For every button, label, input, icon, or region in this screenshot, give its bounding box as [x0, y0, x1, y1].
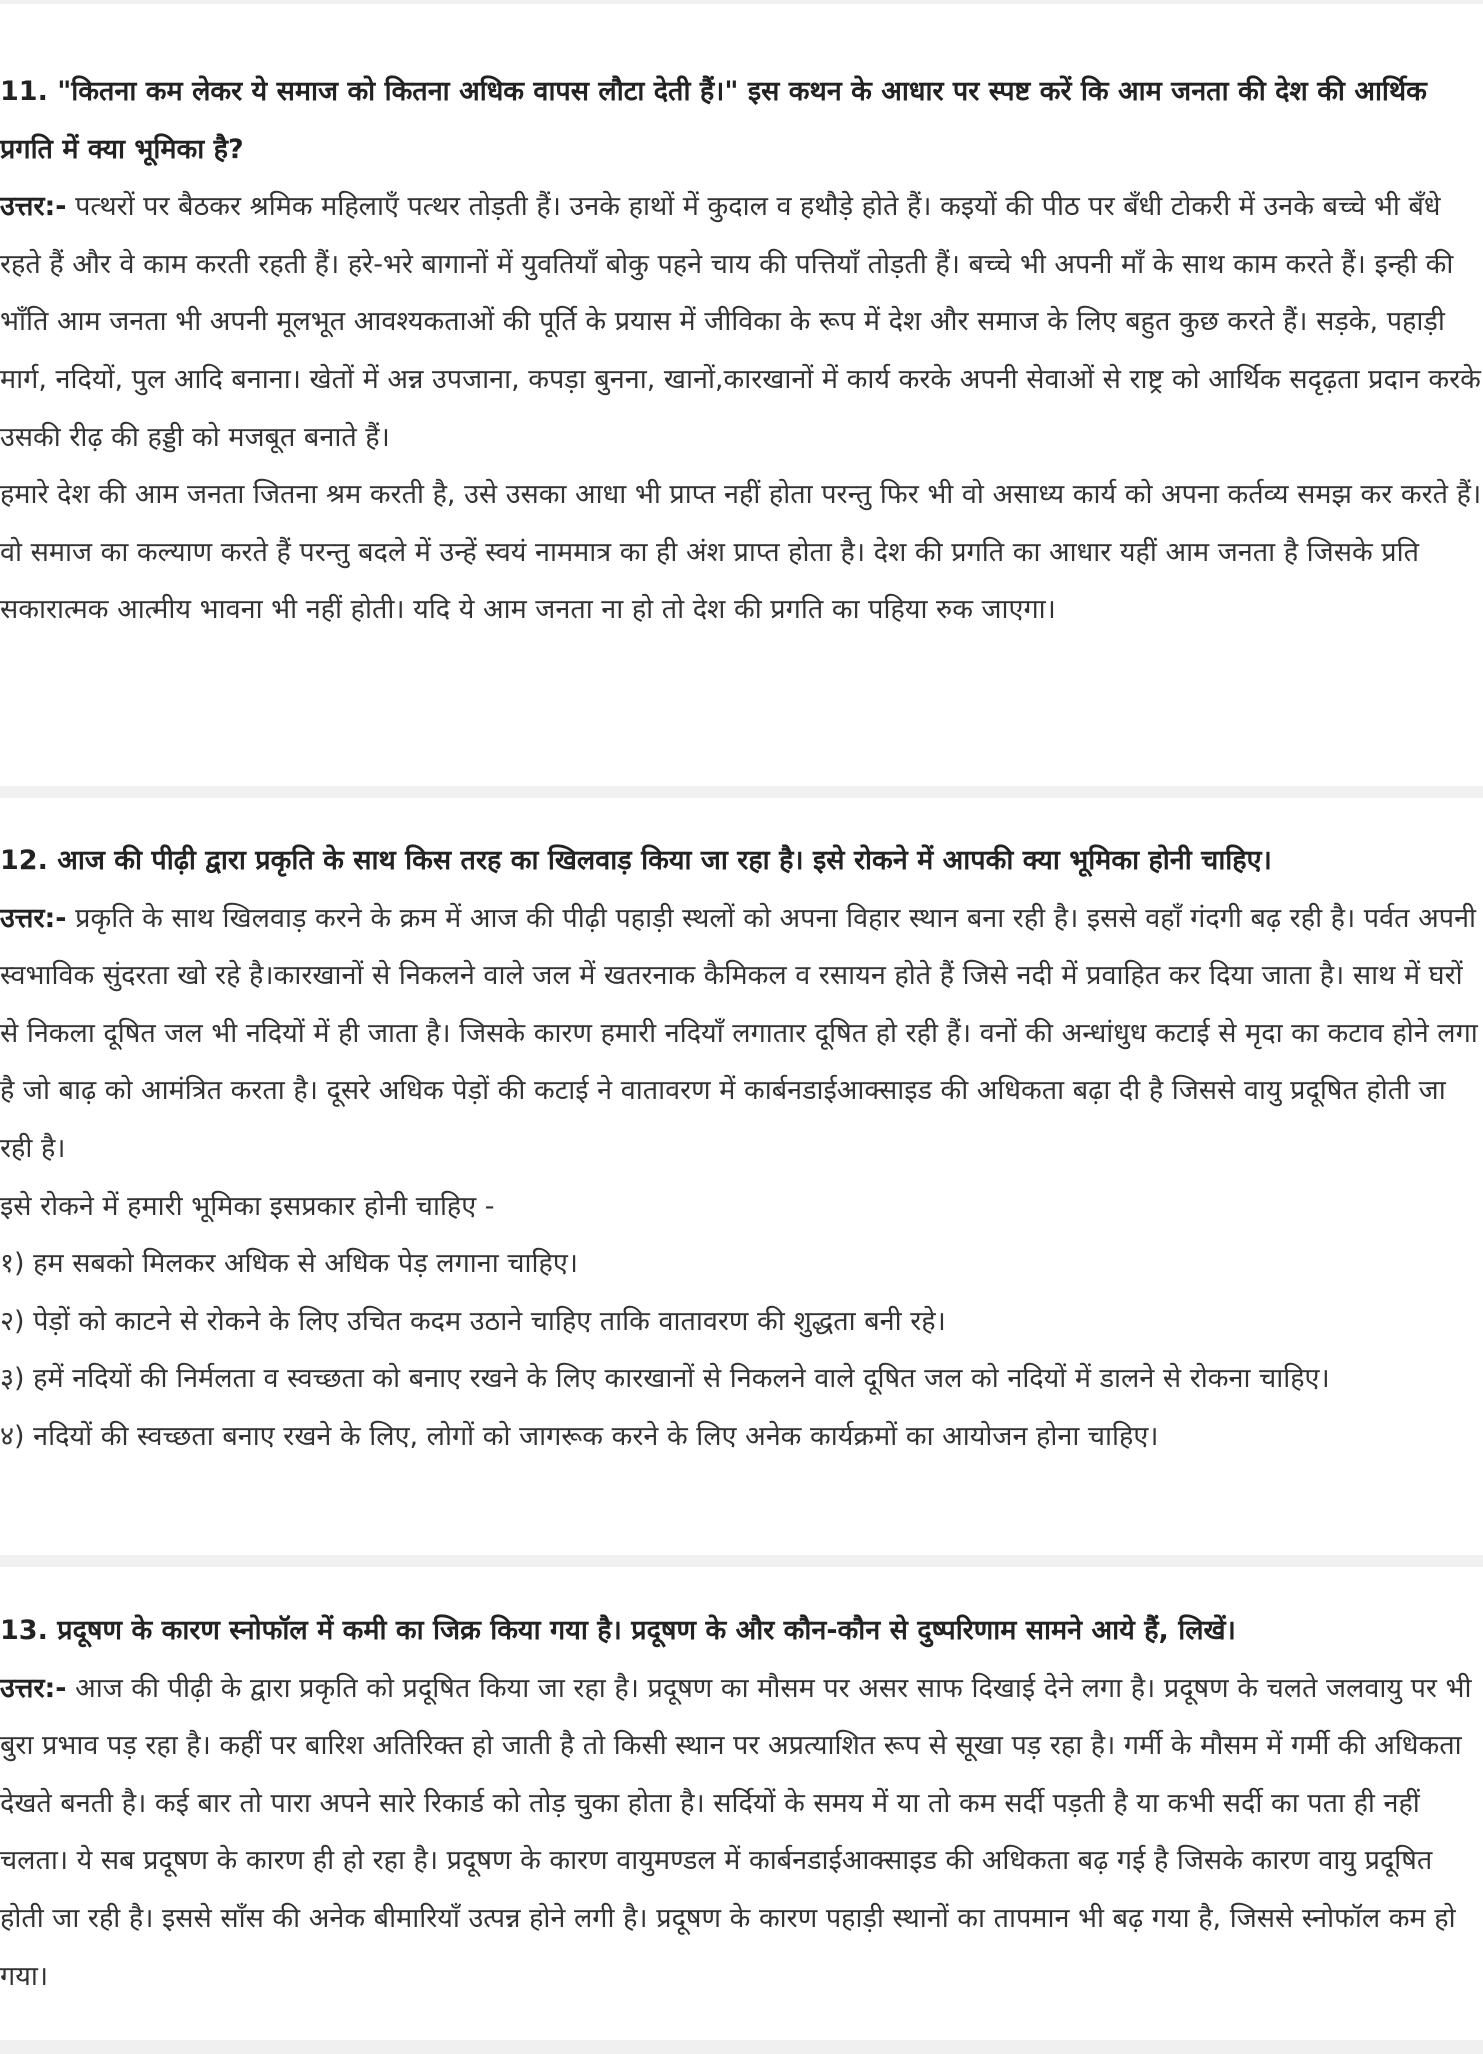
bottom-divider [0, 2040, 1483, 2054]
answer-12-intro: इसे रोकने में हमारी भूमिका इसप्रकार होनी चाहिए - [0, 1190, 495, 1222]
answer-11 [0, 178, 1483, 466]
answer-12-point-3: ३) हमें नदियों की निर्मलता व स्वच्छता को बनाए रखने के लिए कारखानों से निकलने वाले दूषित जल को नदियों में डालने से रोकना चाहिए। [0, 1363, 1330, 1395]
answer-13 [0, 1660, 1483, 2006]
question-11-section [0, 63, 1483, 639]
top-divider [0, 0, 1483, 4]
answer-12-point-1: १) हम सबको मिलकर अधिक से अधिक पेड़ लगाना चाहिए। [0, 1248, 578, 1280]
question-12-section [0, 832, 1483, 1466]
question-13-section [0, 1602, 1483, 2005]
answer-11-text: पत्थरों पर बैठकर श्रमिक महिलाएँ पत्थर तोड़ती हैं। उनके हाथों में कुदाल व हथौड़े होते हैं। कइयों की पीठ पर बँधी टोकरी में उनके बच्चे भी बँधे रहते हैं और वे काम करती रहती हैं। हरे-भरे बागानों में युवतियाँ बोकु पहने चाय की पत्तियाँ तोड़ती हैं। बच्चे भी अपनी माँ के साथ काम करते हैं। इन्ही की भाँति आम जनता भी अपनी मूलभूत आवश्यकताओं की पूर्ति के प्रयास में जीविका के रूप में देश और समाज के लिए बहुत कुछ करते हैं। सड़के, पहाड़ी मार्ग, नदियों, पुल आदि बनाना। खेतों में अन्न उपजाना, कपड़ा बुनना, खानों,कारखानों में कार्य करके अपनी सेवाओं से राष्ट्र को आर्थिक सदृढ़ता प्रदान करके उसकी रीढ़ की हड्डी को मजबूत बनाते हैं। [0, 191, 1481, 453]
section-divider [0, 1555, 1483, 1567]
answer-label: उत्तर:- [0, 191, 67, 223]
answer-12-text: प्रकृति के साथ खिलवाड़ करने के क्रम में आज की पीढ़ी पहाड़ी स्थलों को अपना विहार स्थान बना रही है। इससे वहाँ गंदगी बढ़ रही है। पर्वत अपनी स्वभाविक सुंदरता खो रहे है।कारखानों से निकलने वाले जल में खतरनाक कैमिकल व रसायन होते हैं जिसे नदी में प्रवाहित कर दिया जाता है। साथ में घरों से निकला दूषित जल भी नदियों में ही जाता है। जिसके कारण हमारी नदियाँ लगातार दूषित हो रही हैं। वनों की अन्धांधुध कटाई से मृदा का कटाव होने लगा है जो बाढ़ को आमंत्रित करता है। दूसरे अधिक पेड़ों की कटाई ने वातावरण में कार्बनडाईआक्साइड की अधिकता बढ़ा दी है जिससे वायु प्रदूषित होती जा रही है। [0, 902, 1478, 1164]
answer-label: उत्तर:- [0, 902, 67, 934]
answer-12 [0, 890, 1483, 1178]
answer-12-point-2: २) पेड़ों को काटने से रोकने के लिए उचित कदम उठाने चाहिए ताकि वातावरण की शुद्धता बनी रहे। [0, 1305, 946, 1337]
answer-12-point-4: ४) नदियों की स्वच्छता बनाए रखने के लिए, लोगों को जागरूक करने के लिए अनेक कार्यक्रमों का आयोजन होना चाहिए। [0, 1420, 1159, 1452]
answer-11-paragraph: हमारे देश की आम जनता जितना श्रम करती है, उसे उसका आधा भी प्राप्त नहीं होता परन्तु फिर भी वो असाध्य कार्य को अपना कर्तव्य समझ कर करते हैं। वो समाज का कल्याण करते हैं परन्तु बदले में उन्हें स्वयं नाममात्र का ही अंश प्राप्त होता है। देश की प्रगति का आधार यहीं आम जनता है जिसके प्रति सकारात्मक आत्मीय भावना भी नहीं होती। यदि ये आम जनता ना हो तो देश की प्रगति का पहिया रुक जाएगा। [0, 479, 1482, 626]
answer-13-text: आज की पीढ़ी के द्वारा प्रकृति को प्रदूषित किया जा रहा है। प्रदूषण का मौसम पर असर साफ दिखाई देने लगा है। प्रदूषण के चलते जलवायु पर भी बुरा प्रभाव पड़ रहा है। कहीं पर बारिश अतिरिक्त हो जाती है तो किसी स्थान पर अप्रत्याशित रूप से सूखा पड़ रहा है। गर्मी के मौसम में गर्मी की अधिकता देखते बनती है। कई बार तो पारा अपने सारे रिकार्ड को तोड़ चुका होता है। सर्दियों के समय में या तो कम सर्दी पड़ती है या कभी सर्दी का पता ही नहीं चलता। ये सब प्रदूषण के कारण ही हो रहा है। प्रदूषण के कारण वायुमण्डल में कार्बनडाईआक्साइड की अधिकता बढ़ गई है जिसके कारण वायु प्रदूषित होती जा रही है। इससे साँस की अनेक बीमारियाँ उत्पन्न होने लगी है। प्रदूषण के कारण पहाड़ी स्थानों का तापमान भी बढ़ गया है, जिससे स्नोफॉल कम हो गया। [0, 1672, 1472, 1992]
question-13: 13. प्रदूषण के कारण स्नोफॉल में कमी का जिक्र किया गया है। प्रदूषण के और कौन-कौन से दुष्परिणाम सामने आये हैं, लिखें। [0, 1615, 1236, 1646]
section-divider [0, 786, 1483, 798]
question-12: 12. आज की पीढ़ी द्वारा प्रकृति के साथ किस तरह का खिलवाड़ किया जा रहा है। इसे रोकने में आपकी क्या भूमिका होनी चाहिए। [0, 845, 1272, 876]
answer-label: उत्तर:- [0, 1672, 67, 1704]
question-11: 11. "कितना कम लेकर ये समाज को कितना अधिक वापस लौटा देती हैं।" इस कथन के आधार पर स्पष्ट करें कि आम जनता की देश की आर्थिक प्रगति में क्या भूमिका है? [0, 76, 1427, 165]
